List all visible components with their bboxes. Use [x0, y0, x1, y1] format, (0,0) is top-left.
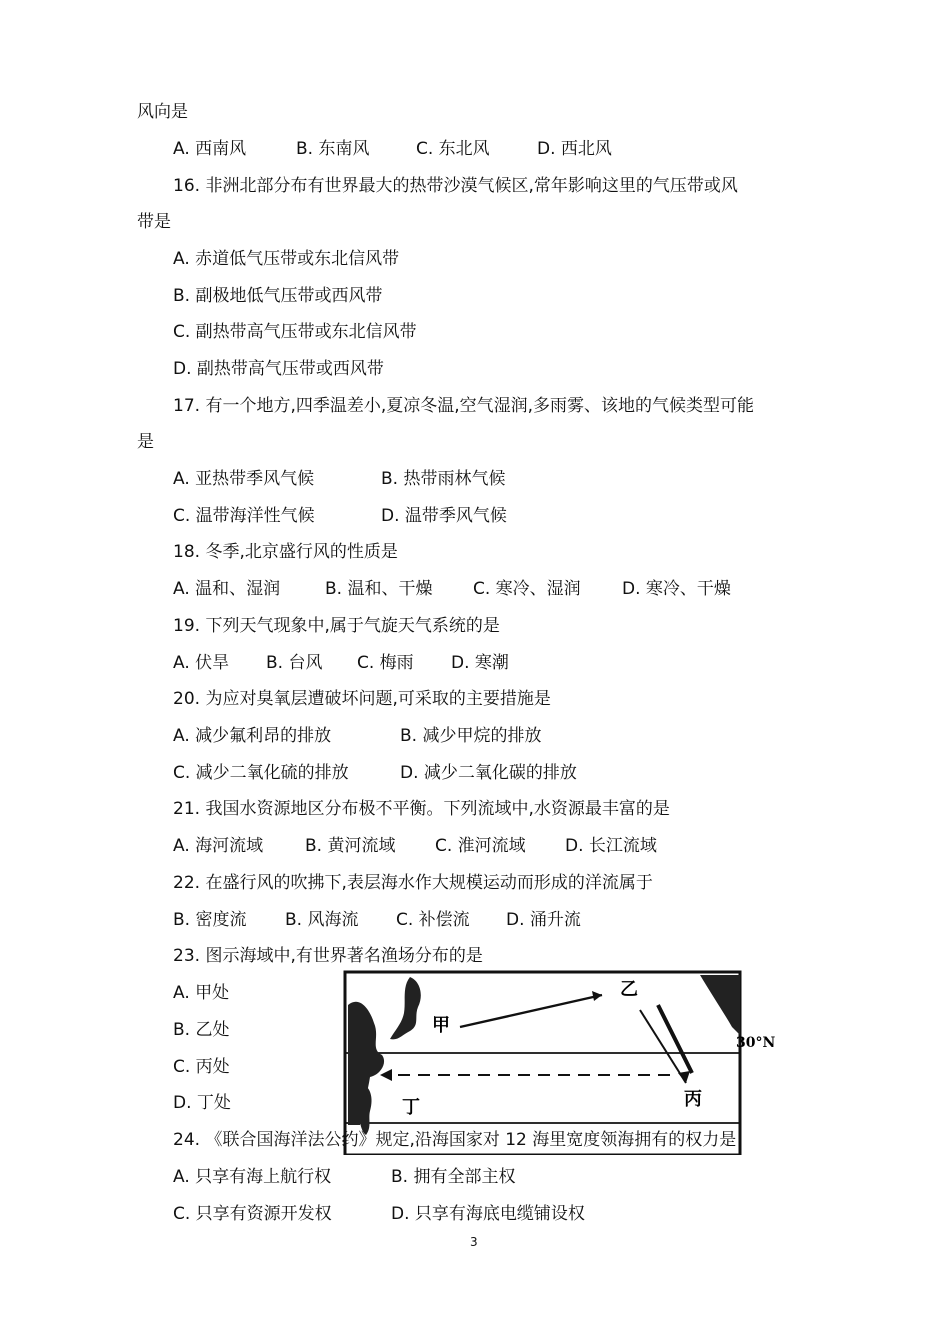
q16-option-c: C. 副热带高气压带或东北信风带 — [173, 322, 417, 342]
q15-option-b: B. 东南风 — [296, 139, 370, 159]
current-arrow-jia-yi — [460, 995, 602, 1027]
q24-option-d: D. 只享有海底电缆铺设权 — [391, 1204, 585, 1224]
map-frame — [345, 972, 740, 1155]
q23-option-c: C. 丙处 — [173, 1057, 230, 1077]
q16-stem: 16. 非洲北部分布有世界最大的热带沙漠气候区,常年影响这里的气压带或风 — [173, 176, 738, 196]
q18-option-c: C. 寒冷、湿润 — [473, 579, 581, 599]
label-bing: 丙 — [684, 1089, 702, 1110]
q24-option-a: A. 只享有海上航行权 — [173, 1167, 332, 1187]
page-number: 3 — [470, 1235, 478, 1249]
q21-option-a: A. 海河流域 — [173, 836, 264, 856]
q20-option-d: D. 减少二氧化碳的排放 — [400, 763, 577, 783]
q23-option-b: B. 乙处 — [173, 1020, 230, 1040]
q15-option-c: C. 东北风 — [416, 139, 490, 159]
q16-stem-cont: 带是 — [137, 212, 171, 232]
q15-option-d: D. 西北风 — [537, 139, 612, 159]
q16-option-b: B. 副极地低气压带或西风带 — [173, 286, 383, 306]
philippines-islands — [359, 1083, 372, 1135]
q22-option-c: C. 补偿流 — [396, 910, 470, 930]
q22-stem: 22. 在盛行风的吹拂下,表层海水作大规模运动而形成的洋流属于 — [173, 873, 653, 893]
q22-option-d: D. 涌升流 — [506, 910, 581, 930]
label-jia: 甲 — [432, 1015, 450, 1036]
label-yi: 乙 — [620, 979, 638, 1000]
q18-option-d: D. 寒冷、干燥 — [622, 579, 731, 599]
q19-stem: 19. 下列天气现象中,属于气旋天气系统的是 — [173, 616, 500, 636]
q15-continuation: 风向是 — [137, 102, 188, 122]
q24-option-b: B. 拥有全部主权 — [391, 1167, 516, 1187]
q21-option-c: C. 淮河流域 — [435, 836, 526, 856]
q17-option-d: D. 温带季风气候 — [381, 506, 507, 526]
q19-option-b: B. 台风 — [266, 653, 323, 673]
q23-option-d: D. 丁处 — [173, 1093, 231, 1113]
north-america-coast — [700, 975, 740, 1035]
q24-stem: 24. 《联合国海洋法公约》规定,沿海国家对 12 海里宽度领海拥有的权力是 — [173, 1130, 737, 1150]
q19-option-c: C. 梅雨 — [357, 653, 414, 673]
q23-stem: 23. 图示海域中,有世界著名渔场分布的是 — [173, 946, 483, 966]
q20-option-a: A. 减少氟利昂的排放 — [173, 726, 332, 746]
q19-option-a: A. 伏旱 — [173, 653, 230, 673]
q21-option-b: B. 黄河流域 — [305, 836, 396, 856]
q20-option-c: C. 减少二氧化硫的排放 — [173, 763, 349, 783]
q17-option-b: B. 热带雨林气候 — [381, 469, 506, 489]
q23-option-a: A. 甲处 — [173, 983, 230, 1003]
q24-option-c: C. 只享有资源开发权 — [173, 1204, 332, 1224]
q18-option-b: B. 温和、干燥 — [325, 579, 433, 599]
arrowhead-yi — [592, 991, 602, 1001]
q16-option-a: A. 赤道低气压带或东北信风带 — [173, 249, 400, 269]
label-30n: 30°N — [736, 1035, 776, 1051]
japan-islands — [390, 977, 421, 1039]
current-arrow-bing — [658, 1005, 692, 1073]
q17-stem: 17. 有一个地方,四季温差小,夏凉冬温,空气湿润,多雨雾、该地的气候类型可能 — [173, 396, 755, 416]
label-ding: 丁 — [402, 1097, 420, 1118]
q22-option-a: B. 密度流 — [173, 910, 247, 930]
q21-option-d: D. 长江流域 — [565, 836, 657, 856]
q17-option-c: C. 温带海洋性气候 — [173, 506, 315, 526]
arrowhead-ding — [380, 1069, 392, 1081]
q21-stem: 21. 我国水资源地区分布极不平衡。下列流域中,水资源最丰富的是 — [173, 799, 670, 819]
q18-option-a: A. 温和、湿润 — [173, 579, 281, 599]
ocean-current-map — [340, 965, 790, 1155]
q19-option-d: D. 寒潮 — [451, 653, 509, 673]
q18-stem: 18. 冬季,北京盛行风的性质是 — [173, 542, 398, 562]
q20-stem: 20. 为应对臭氧层遭破坏问题,可采取的主要措施是 — [173, 689, 551, 709]
q20-option-b: B. 减少甲烷的排放 — [400, 726, 542, 746]
q16-option-d: D. 副热带高气压带或西风带 — [173, 359, 384, 379]
q17-option-a: A. 亚热带季风气候 — [173, 469, 315, 489]
q15-option-a: A. 西南风 — [173, 139, 247, 159]
q22-option-b: B. 风海流 — [285, 910, 359, 930]
q17-stem-cont: 是 — [137, 432, 154, 452]
